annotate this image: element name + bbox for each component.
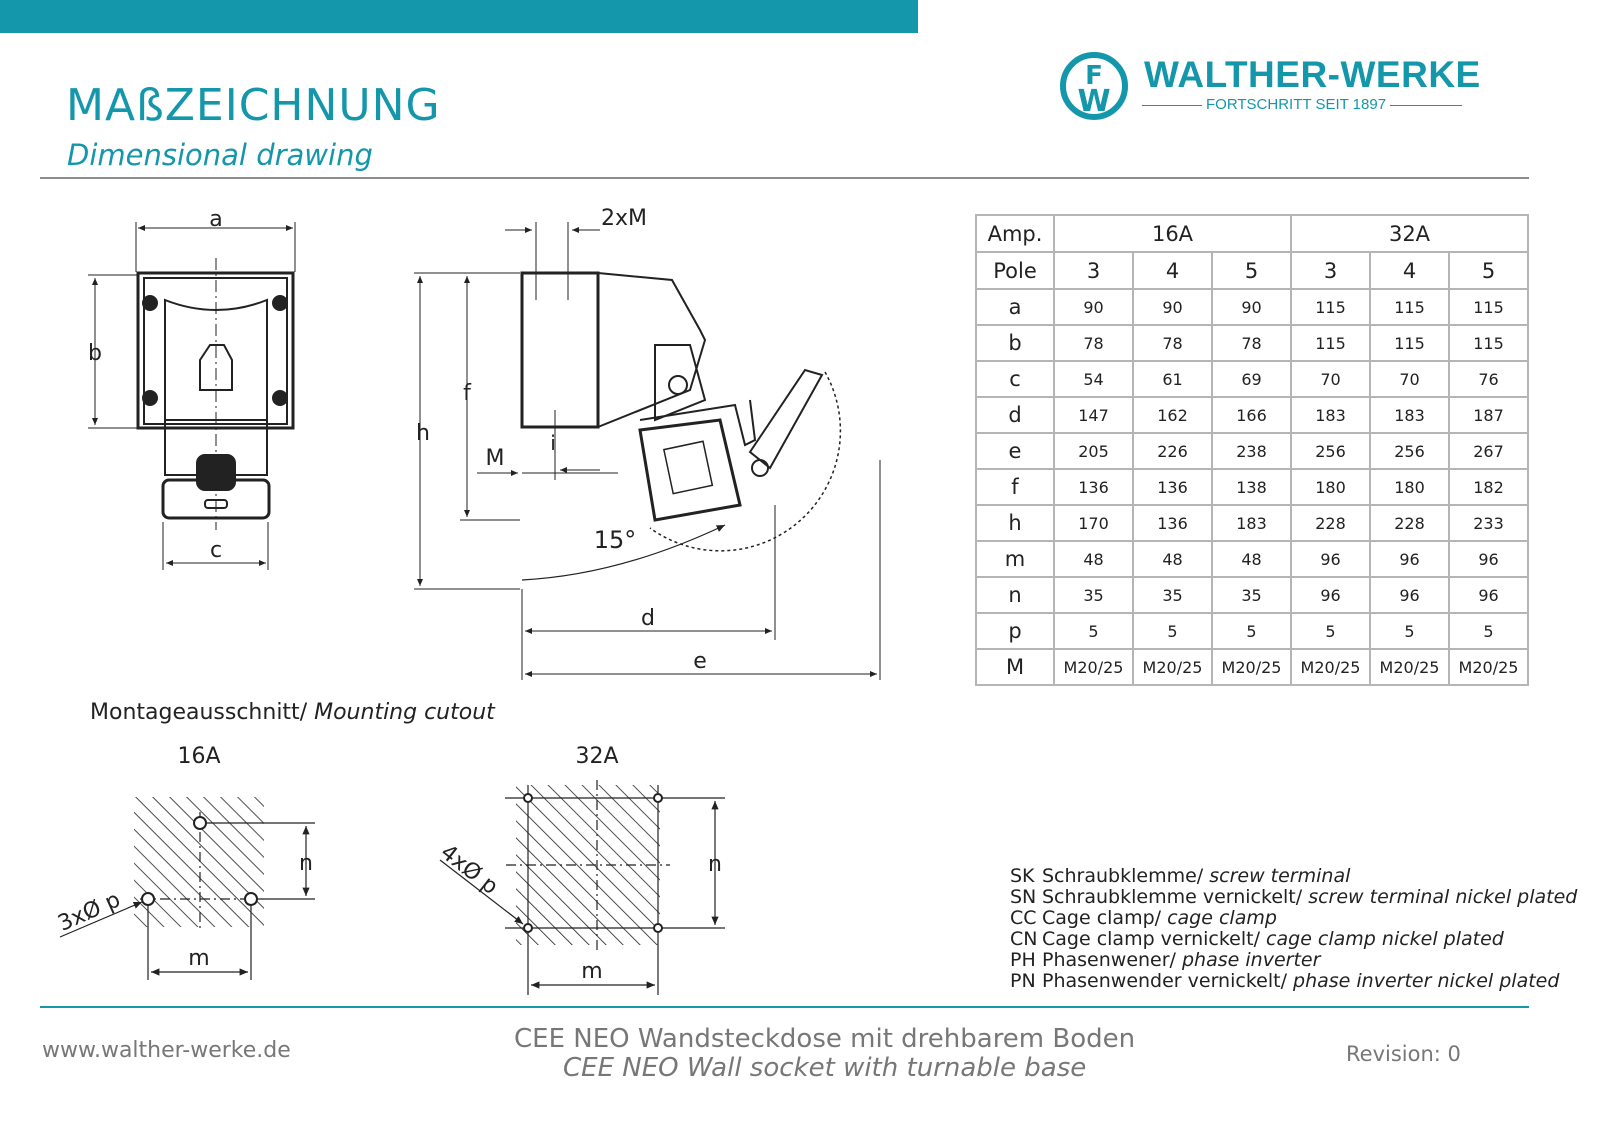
logo-mark-letter-w: W xyxy=(1077,84,1111,119)
table-row xyxy=(976,325,1528,361)
table-cell: 78 xyxy=(1133,325,1212,361)
legend-item xyxy=(1010,908,1577,929)
cutout-32a-m: m xyxy=(581,959,603,984)
row-label: c xyxy=(976,361,1054,397)
pole-cell: 3 xyxy=(1291,252,1370,289)
pole-cell: 5 xyxy=(1449,252,1528,289)
legend-text-en: phase inverter nickel plated xyxy=(1293,970,1560,992)
table-cell: 136 xyxy=(1133,469,1212,505)
table-cell: 136 xyxy=(1133,505,1212,541)
legend-code: SK xyxy=(1010,865,1035,887)
mounting-cutout-label xyxy=(90,700,495,725)
table-cell: M20/25 xyxy=(1291,649,1370,685)
table-cell: 35 xyxy=(1212,577,1291,613)
footer-divider xyxy=(40,1006,1529,1008)
table-row xyxy=(976,541,1528,577)
dim-2xm: 2xM xyxy=(601,206,647,231)
dim-i: i xyxy=(550,431,556,455)
front-view xyxy=(88,207,295,570)
row-label: e xyxy=(976,433,1054,469)
pole-label: Pole xyxy=(976,252,1054,289)
dimension-table xyxy=(975,214,1529,686)
table-cell: 228 xyxy=(1291,505,1370,541)
table-row xyxy=(976,289,1528,325)
logo-mark-icon xyxy=(1058,48,1138,128)
table-cell: 69 xyxy=(1212,361,1291,397)
table-cell: 115 xyxy=(1291,325,1370,361)
legend-text-de: Cage clamp/ xyxy=(1042,907,1162,929)
table-cell: 35 xyxy=(1133,577,1212,613)
table-cell: 183 xyxy=(1291,397,1370,433)
table-row xyxy=(976,361,1528,397)
dim-f: f xyxy=(463,381,471,406)
table-cell: 96 xyxy=(1449,577,1528,613)
pole-cell: 4 xyxy=(1133,252,1212,289)
table-cell: 61 xyxy=(1133,361,1212,397)
legend-item xyxy=(1010,887,1577,908)
table-row xyxy=(976,649,1528,685)
table-cell: 136 xyxy=(1054,469,1133,505)
table-cell: 228 xyxy=(1370,505,1449,541)
table-cell: 115 xyxy=(1291,289,1370,325)
row-label: m xyxy=(976,541,1054,577)
pole-cell: 3 xyxy=(1054,252,1133,289)
footer-website-link[interactable]: www.walther-werke.de xyxy=(42,1038,291,1063)
table-cell: 256 xyxy=(1370,433,1449,469)
legend-code: PN xyxy=(1010,970,1036,992)
table-cell: 166 xyxy=(1212,397,1291,433)
row-label: a xyxy=(976,289,1054,325)
row-label: M xyxy=(976,649,1054,685)
table-cell: 170 xyxy=(1054,505,1133,541)
table-cell: 138 xyxy=(1212,469,1291,505)
table-cell: 180 xyxy=(1370,469,1449,505)
footer-revision: Revision: 0 xyxy=(1346,1042,1461,1066)
pole-cell: 5 xyxy=(1212,252,1291,289)
dim-d: d xyxy=(641,606,655,631)
table-row xyxy=(976,397,1528,433)
table-cell: 96 xyxy=(1370,577,1449,613)
table-cell: 267 xyxy=(1449,433,1528,469)
table-cell: 182 xyxy=(1449,469,1528,505)
legend-text-de: Cage clamp vernickelt/ xyxy=(1042,928,1260,950)
mounting-cutout-label-en: Mounting cutout xyxy=(314,700,495,725)
legend-text-de: Phasenwener/ xyxy=(1042,949,1176,971)
table-cell: 115 xyxy=(1370,289,1449,325)
table-cell: 233 xyxy=(1449,505,1528,541)
table-cell: 78 xyxy=(1054,325,1133,361)
table-cell: M20/25 xyxy=(1212,649,1291,685)
top-accent-bar xyxy=(0,0,918,33)
row-label: n xyxy=(976,577,1054,613)
footer-product-de: CEE NEO Wandsteckdose mit drehbarem Boden xyxy=(514,1024,1136,1054)
cutout-16a-title: 16A xyxy=(177,744,221,769)
legend-text-en: screw terminal nickel plated xyxy=(1308,886,1578,908)
logo-tagline: FORTSCHRITT SEIT 1897 xyxy=(1206,96,1387,113)
dim-c: c xyxy=(209,538,223,563)
amp-32a: 32A xyxy=(1291,215,1528,252)
cutout-16a-holes: 3xØ p xyxy=(54,887,125,937)
logo-wordmark: WALTHER-WERKE xyxy=(1144,54,1481,95)
legend-code: CC xyxy=(1010,907,1037,929)
table-cell: 187 xyxy=(1449,397,1528,433)
table-cell: 76 xyxy=(1449,361,1528,397)
cutout-16a-n: n xyxy=(299,851,313,876)
table-cell: 256 xyxy=(1291,433,1370,469)
legend-text-de: Schraubklemme vernickelt/ xyxy=(1042,886,1303,908)
legend-item xyxy=(1010,929,1577,950)
table-cell: 96 xyxy=(1291,577,1370,613)
table-cell: 5 xyxy=(1212,613,1291,649)
legend-text-en: screw terminal xyxy=(1209,865,1351,887)
legend-text-en: cage clamp xyxy=(1167,907,1277,929)
row-label: f xyxy=(976,469,1054,505)
row-label: b xyxy=(976,325,1054,361)
table-cell: 162 xyxy=(1133,397,1212,433)
table-row xyxy=(976,505,1528,541)
header-divider xyxy=(40,177,1529,179)
legend-item xyxy=(1010,950,1577,971)
dim-b: b xyxy=(88,341,102,366)
amp-label: Amp. xyxy=(976,215,1054,252)
dim-angle: 15° xyxy=(593,526,637,554)
dim-a: a xyxy=(209,207,223,232)
table-cell: 205 xyxy=(1054,433,1133,469)
table-cell: 70 xyxy=(1370,361,1449,397)
legend-text-en: phase inverter xyxy=(1182,949,1321,971)
table-cell: 78 xyxy=(1212,325,1291,361)
table-cell: M20/25 xyxy=(1370,649,1449,685)
table-cell: 5 xyxy=(1449,613,1528,649)
table-row xyxy=(976,577,1528,613)
terminal-legend xyxy=(1010,866,1577,992)
table-cell: 183 xyxy=(1370,397,1449,433)
table-cell: 115 xyxy=(1449,325,1528,361)
legend-text-de: Phasenwender vernickelt/ xyxy=(1042,970,1287,992)
table-cell: 54 xyxy=(1054,361,1133,397)
table-row xyxy=(976,613,1528,649)
row-label: h xyxy=(976,505,1054,541)
table-cell: M20/25 xyxy=(1054,649,1133,685)
table-cell: M20/25 xyxy=(1449,649,1528,685)
table-cell: 96 xyxy=(1449,541,1528,577)
legend-code: CN xyxy=(1010,928,1038,950)
logo-mark-letter-f: F xyxy=(1085,61,1103,91)
table-cell: 5 xyxy=(1291,613,1370,649)
table-cell: 90 xyxy=(1133,289,1212,325)
row-label: d xyxy=(976,397,1054,433)
table-row xyxy=(976,469,1528,505)
dim-h: h xyxy=(416,421,430,446)
table-cell: 183 xyxy=(1212,505,1291,541)
legend-text-en: cage clamp nickel plated xyxy=(1266,928,1504,950)
pole-cell: 4 xyxy=(1370,252,1449,289)
table-cell: 226 xyxy=(1133,433,1212,469)
table-header-pole xyxy=(976,252,1528,289)
table-cell: 147 xyxy=(1054,397,1133,433)
table-header-amp xyxy=(976,215,1528,252)
table-cell: 238 xyxy=(1212,433,1291,469)
cutout-32a-title: 32A xyxy=(575,744,619,769)
table-cell: M20/25 xyxy=(1133,649,1212,685)
table-cell: 96 xyxy=(1291,541,1370,577)
logo-line-right xyxy=(1390,105,1462,106)
page-subtitle: Dimensional drawing xyxy=(67,138,373,172)
technical-drawing xyxy=(0,190,900,1010)
table-cell: 70 xyxy=(1291,361,1370,397)
table-cell: 5 xyxy=(1133,613,1212,649)
table-cell: 48 xyxy=(1054,541,1133,577)
company-logo xyxy=(1058,48,1481,128)
table-cell: 48 xyxy=(1133,541,1212,577)
page-title: MAßZEICHNUNG xyxy=(66,80,441,131)
mounting-cutout-label-de: Montageausschnitt/ xyxy=(90,700,308,725)
amp-16a: 16A xyxy=(1054,215,1291,252)
side-view xyxy=(414,206,880,680)
cutout-16a xyxy=(54,744,315,980)
footer-product-en: CEE NEO Wall socket with turnable base xyxy=(563,1053,1087,1083)
legend-item xyxy=(1010,866,1577,887)
table-cell: 115 xyxy=(1370,325,1449,361)
table-cell: 90 xyxy=(1054,289,1133,325)
table-cell: 5 xyxy=(1370,613,1449,649)
table-cell: 35 xyxy=(1054,577,1133,613)
row-label: p xyxy=(976,613,1054,649)
table-cell: 115 xyxy=(1449,289,1528,325)
table-cell: 96 xyxy=(1370,541,1449,577)
table-cell: 48 xyxy=(1212,541,1291,577)
dim-e: e xyxy=(693,649,707,674)
legend-code: PH xyxy=(1010,949,1036,971)
table-cell: 180 xyxy=(1291,469,1370,505)
legend-text-de: Schraubklemme/ xyxy=(1042,865,1204,887)
legend-code: SN xyxy=(1010,886,1037,908)
cutout-32a xyxy=(436,744,725,995)
legend-item xyxy=(1010,971,1577,992)
dim-m: M xyxy=(485,446,505,471)
logo-line-left xyxy=(1142,105,1202,106)
table-cell: 5 xyxy=(1054,613,1133,649)
cutout-32a-holes: 4xØ p xyxy=(435,839,503,900)
table-row xyxy=(976,433,1528,469)
cutout-32a-n: n xyxy=(708,852,722,877)
cutout-16a-m: m xyxy=(188,946,210,971)
table-cell: 90 xyxy=(1212,289,1291,325)
